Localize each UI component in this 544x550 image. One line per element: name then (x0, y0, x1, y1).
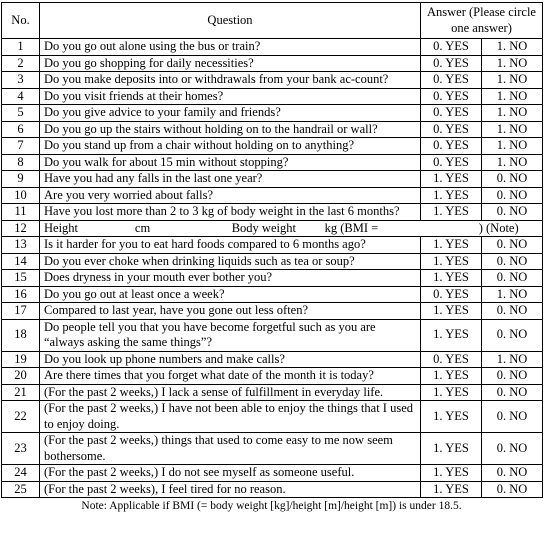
table-row (2, 220, 543, 237)
table-row (2, 39, 543, 56)
answer-option-second[interactable]: 0. NO (482, 187, 543, 204)
table-row (2, 72, 543, 89)
row-number: 17 (2, 303, 40, 320)
table-row (2, 384, 543, 401)
answer-option-first[interactable]: 1. YES (421, 384, 482, 401)
height-label: Height (44, 220, 79, 235)
row-number: 20 (2, 368, 40, 385)
answer-option-second[interactable]: 1. NO (482, 286, 543, 303)
question-text: Do you go up the stairs without holding on to the handrail or wall? (40, 121, 421, 138)
answer-option-second[interactable]: 0. NO (482, 270, 543, 287)
question-text: (For the past 2 weeks,) I have not been able to enjoy the things that I used to enjoy doing. (40, 401, 421, 433)
question-text: Do you visit friends at their homes? (40, 88, 421, 105)
row-number: 19 (2, 351, 40, 368)
row-number: 8 (2, 154, 40, 171)
answer-option-second[interactable]: 0. NO (482, 303, 543, 320)
table-row (2, 138, 543, 155)
row-number: 9 (2, 171, 40, 188)
table-row (2, 481, 543, 498)
answer-option-second[interactable]: 1. NO (482, 121, 543, 138)
row-number: 1 (2, 39, 40, 56)
answer-option-first[interactable]: 1. YES (421, 401, 482, 433)
row-number: 22 (2, 401, 40, 433)
question-text: Do you look up phone numbers and make calls? (40, 351, 421, 368)
question-text: Does dryness in your mouth ever bother you? (40, 270, 421, 287)
row-number: 5 (2, 105, 40, 122)
table-row (2, 351, 543, 368)
row-number: 15 (2, 270, 40, 287)
answer-option-first[interactable]: 0. YES (421, 121, 482, 138)
answer-option-second[interactable]: 1. NO (482, 351, 543, 368)
answer-option-second[interactable]: 0. NO (482, 401, 543, 433)
table-body (2, 39, 543, 498)
table-row (2, 286, 543, 303)
questionnaire (1, 2, 542, 513)
answer-option-second[interactable]: 0. NO (482, 433, 543, 465)
answer-option-first[interactable]: 0. YES (421, 286, 482, 303)
header-answer: Answer (Please circle one answer) (421, 3, 543, 39)
footnote: Note: Applicable if BMI (= body weight [kg]/height [m]/height [m]) is under 18.5. (81, 500, 462, 512)
question-text: (For the past 2 weeks,) I do not see myself as someone useful. (40, 465, 421, 482)
answer-option-first[interactable]: 1. YES (421, 368, 482, 385)
answer-option-first[interactable]: 1. YES (421, 481, 482, 498)
header-question: Question (40, 3, 421, 39)
header-row (2, 3, 543, 39)
answer-option-second[interactable]: 0. NO (482, 368, 543, 385)
row-number: 16 (2, 286, 40, 303)
answer-option-first[interactable]: 1. YES (421, 253, 482, 270)
question-text: Have you had any falls in the last one year? (40, 171, 421, 188)
question-text: Have you lost more than 2 to 3 kg of body weight in the last 6 months? (40, 204, 421, 221)
cm-unit-label: cm (134, 220, 151, 235)
question-text: (For the past 2 weeks), I feel tired for no reason. (40, 481, 421, 498)
answer-option-second[interactable]: 0. NO (482, 237, 543, 254)
answer-option-second[interactable]: 1. NO (482, 105, 543, 122)
answer-option-first[interactable]: 1. YES (421, 465, 482, 482)
question-text: Do you ever choke when drinking liquids such as tea or soup? (40, 253, 421, 270)
table-row (2, 465, 543, 482)
question-text: Are you very worried about falls? (40, 187, 421, 204)
answer-option-first[interactable]: 0. YES (421, 39, 482, 56)
question-text: Do you stand up from a chair without holding on to anything? (40, 138, 421, 155)
question-text: Do you go out alone using the bus or train? (40, 39, 421, 56)
row-number: 14 (2, 253, 40, 270)
table-row (2, 303, 543, 320)
answer-option-second[interactable]: 0. NO (482, 171, 543, 188)
table-row (2, 105, 543, 122)
answer-option-first[interactable]: 0. YES (421, 72, 482, 89)
answer-option-first[interactable]: 0. YES (421, 105, 482, 122)
row-number: 7 (2, 138, 40, 155)
table-row (2, 55, 543, 72)
table-row (2, 319, 543, 351)
row-number: 23 (2, 433, 40, 465)
question-text: Do you go out at least once a week? (40, 286, 421, 303)
answer-option-first[interactable]: 0. YES (421, 138, 482, 155)
table-row (2, 368, 543, 385)
question-text: (For the past 2 weeks,) I lack a sense of fulfillment in everyday life. (40, 384, 421, 401)
answer-option-second[interactable]: 1. NO (482, 88, 543, 105)
answer-option-second[interactable]: 1. NO (482, 138, 543, 155)
answer-option-first[interactable]: 0. YES (421, 55, 482, 72)
body-weight-label: Body weight (231, 220, 296, 235)
question-text: Compared to last year, have you gone out less often? (40, 303, 421, 320)
table-row (2, 88, 543, 105)
row-number: 13 (2, 237, 40, 254)
answer-option-first[interactable]: 1. YES (421, 204, 482, 221)
row-number: 6 (2, 121, 40, 138)
table-row (2, 237, 543, 254)
question-text: Do you give advice to your family and friends? (40, 105, 421, 122)
answer-option-second[interactable]: 0. NO (482, 204, 543, 221)
question-text: Is it harder for you to eat hard foods compared to 6 months ago? (40, 237, 421, 254)
table-row (2, 270, 543, 287)
question-text: Do people tell you that you have become forgetful such as you are “always asking the same things”? (40, 319, 421, 351)
answer-option-second[interactable]: 1. NO (482, 55, 543, 72)
table-row (2, 154, 543, 171)
answer-option-second[interactable]: 0. NO (482, 465, 543, 482)
answer-option-first[interactable]: 1. YES (421, 187, 482, 204)
row-number: 4 (2, 88, 40, 105)
answer-option-first[interactable]: 1. YES (421, 171, 482, 188)
answer-option-first[interactable]: 0. YES (421, 154, 482, 171)
kg-bmi-label: kg (BMI = (324, 220, 379, 235)
answer-option-first[interactable]: 1. YES (421, 319, 482, 351)
answer-option-first[interactable]: 0. YES (421, 351, 482, 368)
row-number: 21 (2, 384, 40, 401)
answer-option-second[interactable]: 0. NO (482, 319, 543, 351)
answer-option-second[interactable]: 1. NO (482, 39, 543, 56)
question-text: Are there times that you forget what date of the month it is today? (40, 368, 421, 385)
bmi-note-label: ) (Note) (478, 220, 519, 235)
row-number: 2 (2, 55, 40, 72)
question-text: Do you go shopping for daily necessities? (40, 55, 421, 72)
table-row (2, 204, 543, 221)
questionnaire-table (1, 2, 543, 498)
table-row (2, 171, 543, 188)
answer-option-first[interactable]: 1. YES (421, 270, 482, 287)
answer-option-second[interactable]: 1. NO (482, 154, 543, 171)
row-number: 12 (2, 220, 40, 237)
row-number: 3 (2, 72, 40, 89)
table-row (2, 433, 543, 465)
bmi-entry-row (40, 220, 543, 237)
answer-option-first[interactable]: 1. YES (421, 237, 482, 254)
row-number: 24 (2, 465, 40, 482)
answer-option-second[interactable]: 1. NO (482, 72, 543, 89)
table-row (2, 253, 543, 270)
question-text: Do you make deposits into or withdrawals from your bank ac-count? (40, 72, 421, 89)
row-number: 10 (2, 187, 40, 204)
answer-option-first[interactable]: 0. YES (421, 88, 482, 105)
table-row (2, 401, 543, 433)
row-number: 11 (2, 204, 40, 221)
row-number: 18 (2, 319, 40, 351)
question-text: (For the past 2 weeks,) things that used to come easy to me now seem bothersome. (40, 433, 421, 465)
answer-option-second[interactable]: 0. NO (482, 481, 543, 498)
question-text: Do you walk for about 15 min without stopping? (40, 154, 421, 171)
answer-option-first[interactable]: 1. YES (421, 433, 482, 465)
table-row (2, 121, 543, 138)
header-no: No. (2, 3, 40, 39)
row-number: 25 (2, 481, 40, 498)
answer-option-second[interactable]: 0. NO (482, 253, 543, 270)
answer-option-second[interactable]: 0. NO (482, 384, 543, 401)
table-row (2, 187, 543, 204)
answer-option-first[interactable]: 1. YES (421, 303, 482, 320)
